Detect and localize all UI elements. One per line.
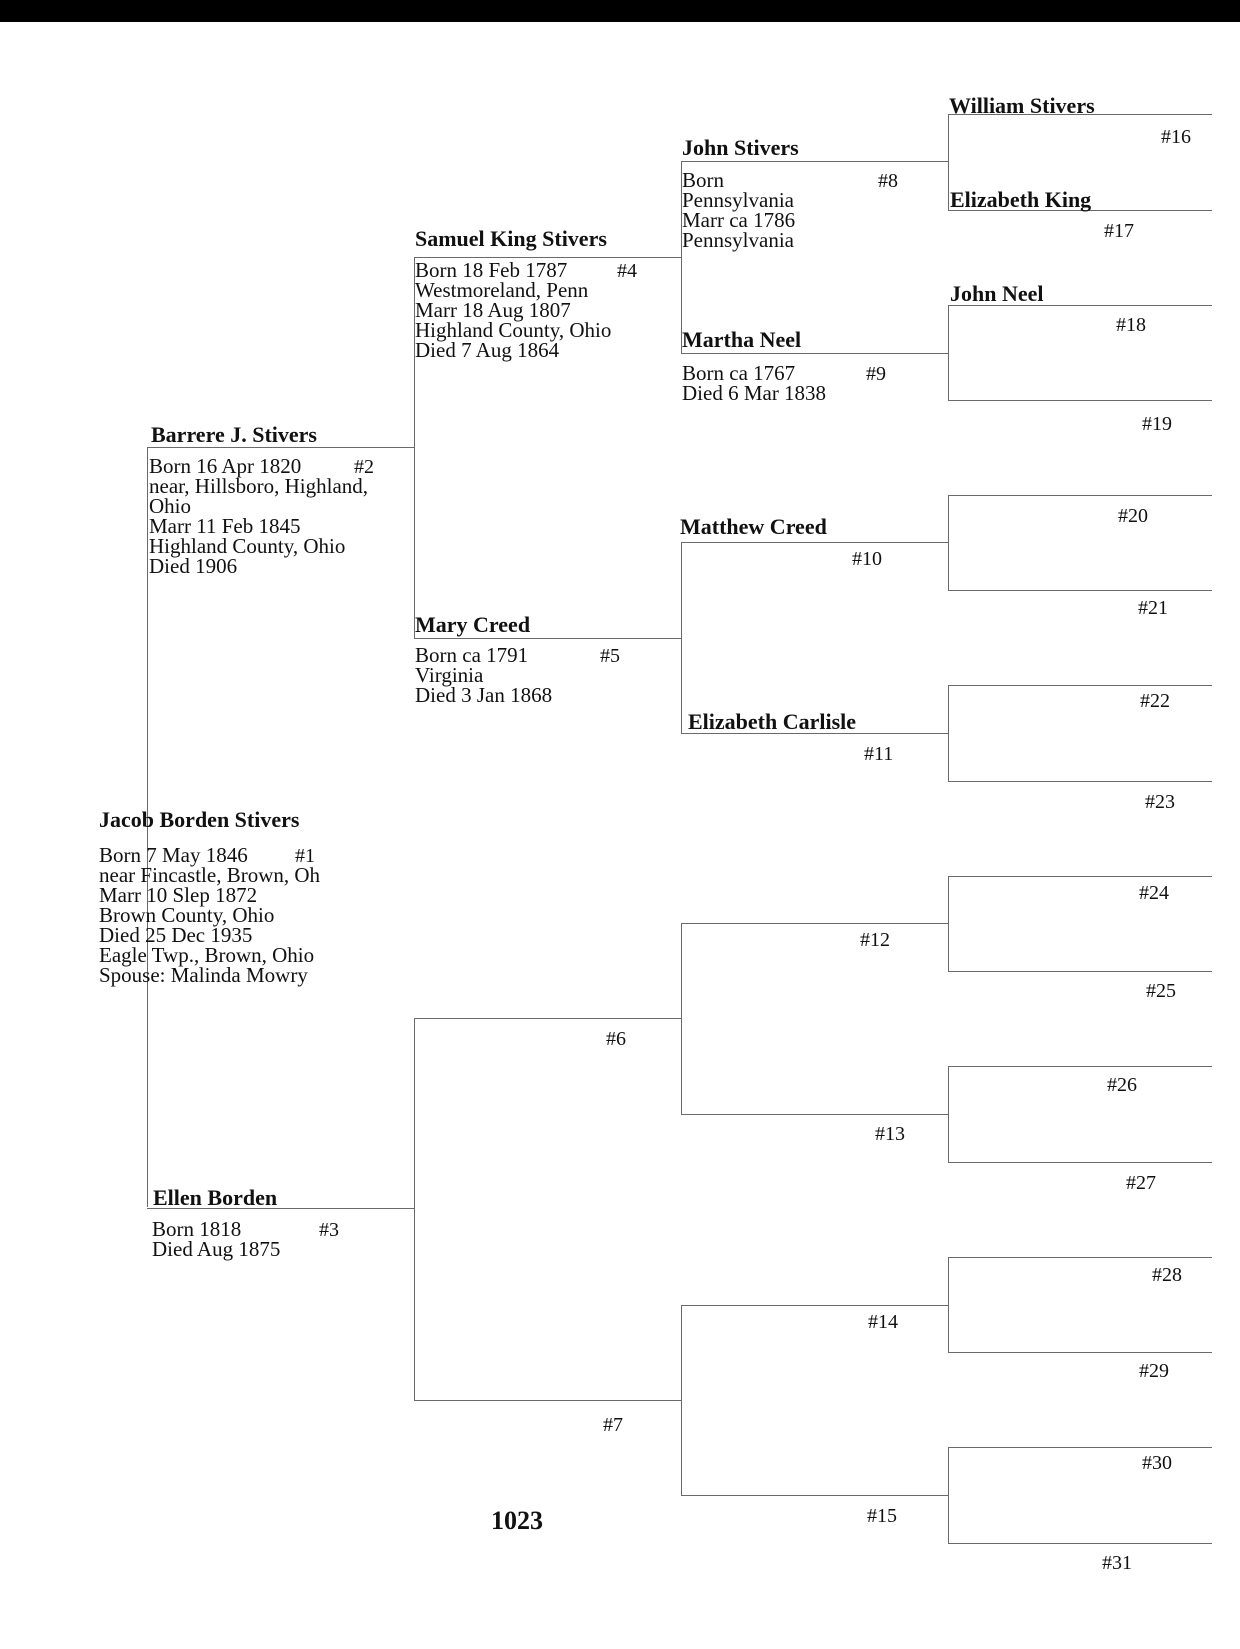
connector-line [948, 114, 949, 210]
person-9-number: #9 [866, 363, 886, 385]
connector-line [948, 876, 1212, 877]
connector-line [948, 685, 1212, 686]
person-27-number: #27 [1126, 1172, 1156, 1194]
detail-line: Born ca 1791 [415, 643, 529, 667]
connector-line [681, 542, 682, 733]
page-number: 1023 [491, 1506, 543, 1535]
connector-line [948, 1257, 1212, 1258]
person-10-name: Matthew Creed [680, 514, 827, 539]
connector-line [681, 1305, 948, 1306]
person-30-number: #30 [1142, 1452, 1172, 1474]
person-3-name: Ellen Borden [153, 1185, 278, 1210]
person-16-name: William Stivers [949, 93, 1095, 118]
person-22-number: #22 [1140, 690, 1170, 712]
scan-top-border [0, 0, 1240, 22]
detail-line: Born 1818 [152, 1217, 242, 1241]
person-8-name: John Stivers [682, 135, 799, 160]
connector-line [681, 1114, 948, 1115]
connector-line [948, 495, 1212, 496]
person-11-number: #11 [864, 743, 894, 765]
connector-line [948, 1543, 1212, 1544]
person-5-details [415, 645, 552, 705]
connector-line [681, 161, 948, 162]
detail-line: Born ca 1767 [682, 361, 796, 385]
person-1-number: #1 [295, 845, 315, 867]
detail-line: Died 1906 [149, 554, 238, 578]
connector-line [948, 400, 1212, 401]
detail-line: Marr ca 1786 [682, 208, 796, 232]
person-6-number: #6 [606, 1028, 626, 1050]
connector-line [414, 638, 681, 639]
person-20-number: #20 [1118, 505, 1148, 527]
detail-line: Born 7 May 1846 [99, 843, 248, 867]
person-9-name: Martha Neel [682, 327, 802, 352]
person-5-number: #5 [600, 645, 620, 667]
person-31-number: #31 [1102, 1552, 1132, 1574]
connector-line [948, 781, 1212, 782]
person-4-number: #4 [617, 260, 637, 282]
detail-line: Died Aug 1875 [152, 1237, 281, 1261]
person-17-name: Elizabeth King [950, 187, 1092, 212]
person-7-number: #7 [603, 1414, 623, 1436]
connector-line [414, 1018, 415, 1400]
person-12-number: #12 [860, 929, 890, 951]
person-4-name: Samuel King Stivers [415, 226, 607, 251]
person-21-number: #21 [1138, 597, 1168, 619]
detail-line: Spouse: Malinda Mowry [99, 963, 308, 987]
connector-line [948, 305, 949, 400]
detail-line: Born 16 Apr 1820 [149, 454, 302, 478]
connector-line [948, 1257, 949, 1352]
person-29-number: #29 [1139, 1360, 1169, 1382]
person-2-name: Barrere J. Stivers [151, 422, 317, 447]
detail-line: Ohio [149, 494, 191, 518]
detail-line: Westmoreland, Penn [415, 278, 589, 302]
detail-line: Born [682, 168, 724, 192]
person-23-number: #23 [1145, 791, 1175, 813]
connector-line [948, 1447, 1212, 1448]
detail-line: Died 6 Mar 1838 [682, 381, 827, 405]
detail-line: Eagle Twp., Brown, Ohio [99, 943, 315, 967]
person-4-details [415, 260, 611, 360]
detail-line: Died 7 Aug 1864 [415, 338, 560, 362]
detail-line: near, Hillsboro, Highland, [149, 474, 369, 498]
connector-line [948, 1066, 1212, 1067]
person-2-details [149, 456, 368, 576]
connector-line [681, 542, 948, 543]
person-24-number: #24 [1139, 882, 1169, 904]
connector-line [948, 1066, 949, 1162]
person-16-number: #16 [1161, 126, 1191, 148]
detail-line: Marr 18 Aug 1807 [415, 298, 571, 322]
detail-line: Brown County, Ohio [99, 903, 275, 927]
detail-line: Born 18 Feb 1787 [415, 258, 568, 282]
person-26-number: #26 [1107, 1074, 1137, 1096]
person-13-number: #13 [875, 1123, 905, 1145]
connector-line [948, 495, 949, 590]
person-11-name: Elizabeth Carlisle [688, 709, 857, 734]
person-2-number: #2 [354, 456, 374, 478]
detail-line: Pennsylvania [682, 188, 794, 212]
connector-line [147, 447, 414, 448]
connector-line [681, 923, 682, 1114]
detail-line: Marr 11 Feb 1845 [149, 514, 301, 538]
connector-line [948, 685, 949, 781]
detail-line: Marr 10 Slep 1872 [99, 883, 258, 907]
person-9-details [682, 363, 826, 403]
connector-line [681, 1305, 682, 1495]
detail-line: Died 3 Jan 1868 [415, 683, 553, 707]
person-3-details [152, 1219, 280, 1259]
person-1-name: Jacob Borden Stivers [99, 807, 300, 832]
person-14-number: #14 [868, 1311, 898, 1333]
person-25-number: #25 [1146, 980, 1176, 1002]
person-15-number: #15 [867, 1505, 897, 1527]
person-28-number: #28 [1152, 1264, 1182, 1286]
connector-line [948, 876, 949, 971]
person-8-details [682, 170, 795, 250]
connector-line [681, 353, 948, 354]
person-5-name: Mary Creed [415, 612, 531, 637]
person-17-number: #17 [1104, 220, 1134, 242]
detail-line: Died 25 Dec 1935 [99, 923, 253, 947]
connector-line [948, 1447, 949, 1543]
connector-line [681, 923, 948, 924]
detail-line: Highland County, Ohio [415, 318, 612, 342]
detail-line: near Fincastle, Brown, Oh [99, 863, 321, 887]
person-3-number: #3 [319, 1219, 339, 1241]
person-10-number: #10 [852, 548, 882, 570]
detail-line: Pennsylvania [682, 228, 794, 252]
connector-line [948, 590, 1212, 591]
connector-line [414, 1018, 681, 1019]
detail-line: Highland County, Ohio [149, 534, 346, 558]
connector-line [681, 1495, 948, 1496]
connector-line [948, 1352, 1212, 1353]
connector-line [414, 1400, 681, 1401]
person-1-details [99, 845, 320, 985]
person-19-number: #19 [1142, 413, 1172, 435]
connector-line [948, 971, 1212, 972]
connector-line [948, 1162, 1212, 1163]
person-18-number: #18 [1116, 314, 1146, 336]
detail-line: Virginia [415, 663, 484, 687]
person-18-name: John Neel [950, 281, 1044, 306]
person-8-number: #8 [878, 170, 898, 192]
